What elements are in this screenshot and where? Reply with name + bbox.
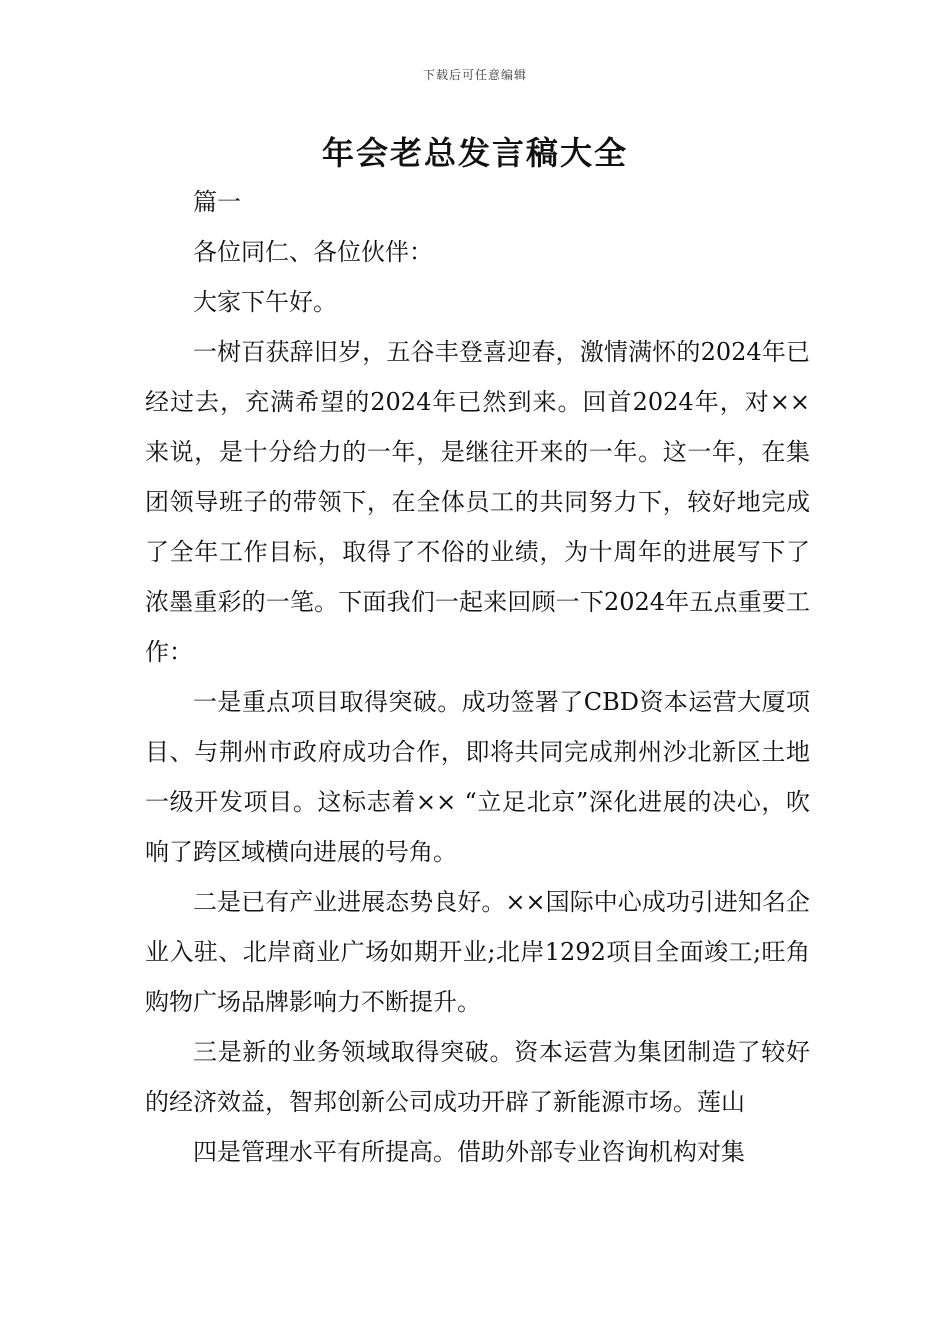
paragraph-intro: 一树百获辞旧岁，五谷丰登喜迎春，激情满怀的2024年已经过去，充满希望的2024年已然到来。回首2024年，对××来说，是十分给力的一年，是继往开来的一年。这一年，在集团领导班子的带领下，在全体员工的共同努力下，较好地完成了全年工作目标，取得了不俗的业绩，为十周年的进展写下了浓墨重彩的一笔。下面我们一起来回顾一下2024年五点重要工作： [145,338,810,666]
paragraph-point-three: 三是新的业务领域取得突破。资本运营为集团制造了较好的经济效益，智邦创新公司成功开辟了新能源市场。莲山 [145,1038,810,1116]
paragraph-point-four: 四是管理水平有所提高。借助外部专业咨询机构对集 [193,1138,745,1166]
paragraph-point-two: 二是已有产业进展态势良好。××国际中心成功引进知名企业入驻、北岸商业广场如期开业;北岸1292项目全面竣工;旺角购物广场品牌影响力不断提升。 [145,888,810,1016]
paragraph-point-one: 一是重点项目取得突破。成功签署了CBD资本运营大厦项目、与荆州市政府成功合作，即将共同完成荆州沙北新区土地一级开发项目。这标志着×× “立足北京”深化进展的决心，吹响了跨区域横向进展的号角。 [145,688,810,866]
document-body [145,177,810,1177]
header-note: 下载后可任意编辑 [422,68,527,82]
page-title: 年会老总发言稿大全 [321,134,628,172]
greeting-line: 各位同仁、各位伙伴： [193,238,433,266]
opening-line: 大家下午好。 [193,288,337,316]
section-label: 篇一 [193,188,241,216]
